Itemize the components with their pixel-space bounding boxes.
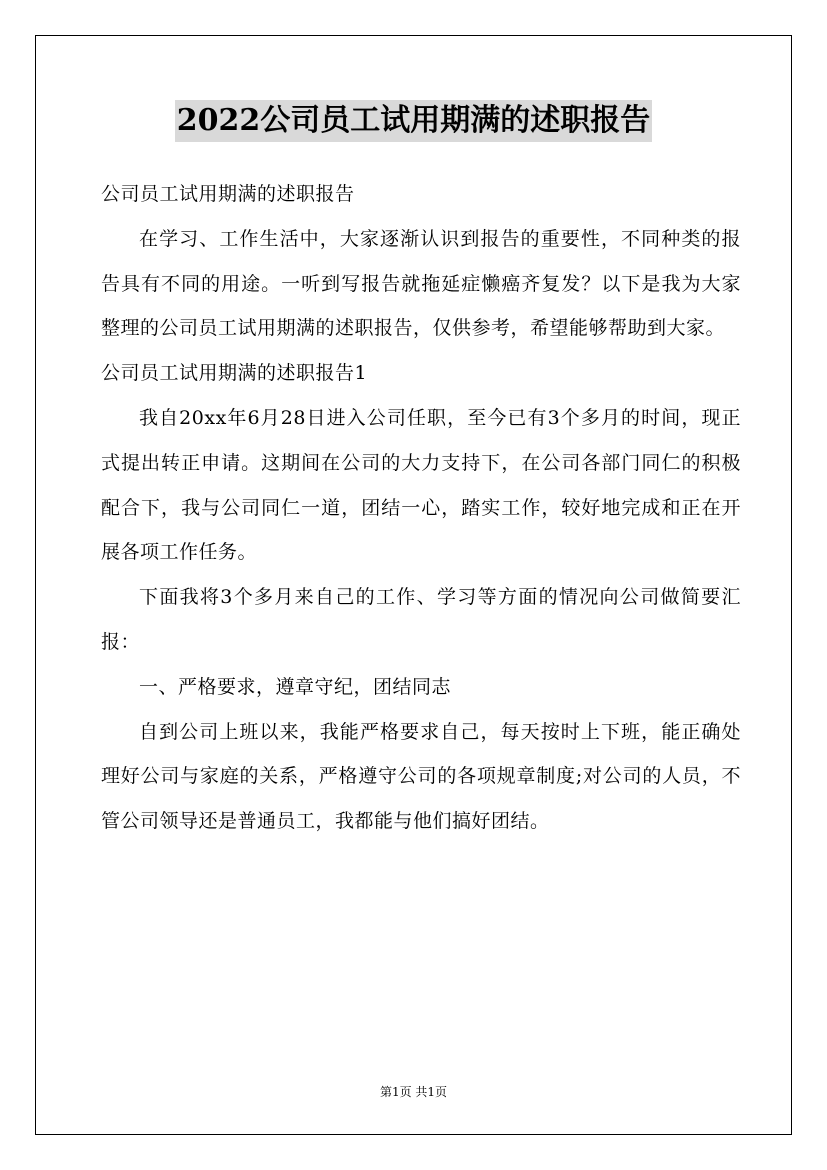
body-paragraph: 我自20xx年6月28日进入公司任职，至今已有3个多月的时间，现正式提出转正申请。这期间在公司的大力支持下，在公司各部门同仁的积极配合下，我与公司同仁一道，团结一心，踏实工作，较好地完成和正在开展各项工作任务。 — [101, 406, 741, 564]
title-container — [0, 100, 827, 142]
document-title: 2022公司员工试用期满的述职报告 — [175, 100, 653, 142]
body-paragraph: 自到公司上班以来，我能严格要求自己，每天按时上下班，能正确处理好公司与家庭的关系，严格遵守公司的各项规章制度;对公司的人员，不管公司领导还是普通员工，我都能与他们搞好团结。 — [101, 720, 741, 833]
intro-paragraph: 在学习、工作生活中，大家逐渐认识到报告的重要性，不同种类的报告具有不同的用途。一听到写报告就拖延症懒癌齐复发？以下是我为大家整理的公司员工试用期满的述职报告，仅供参考，希望能够帮助到大家。 — [101, 227, 741, 340]
document-body — [101, 172, 741, 844]
body-paragraph: 下面我将3个多月来自己的工作、学习等方面的情况向公司做简要汇报： — [101, 586, 741, 653]
section-heading: 公司员工试用期满的述职报告1 — [101, 362, 368, 385]
subtitle-paragraph: 公司员工试用期满的述职报告 — [101, 183, 355, 205]
subsection-heading: 一、严格要求，遵章守纪，团结同志 — [139, 675, 452, 698]
page-footer: 第1页 共1页 — [379, 1085, 448, 1099]
